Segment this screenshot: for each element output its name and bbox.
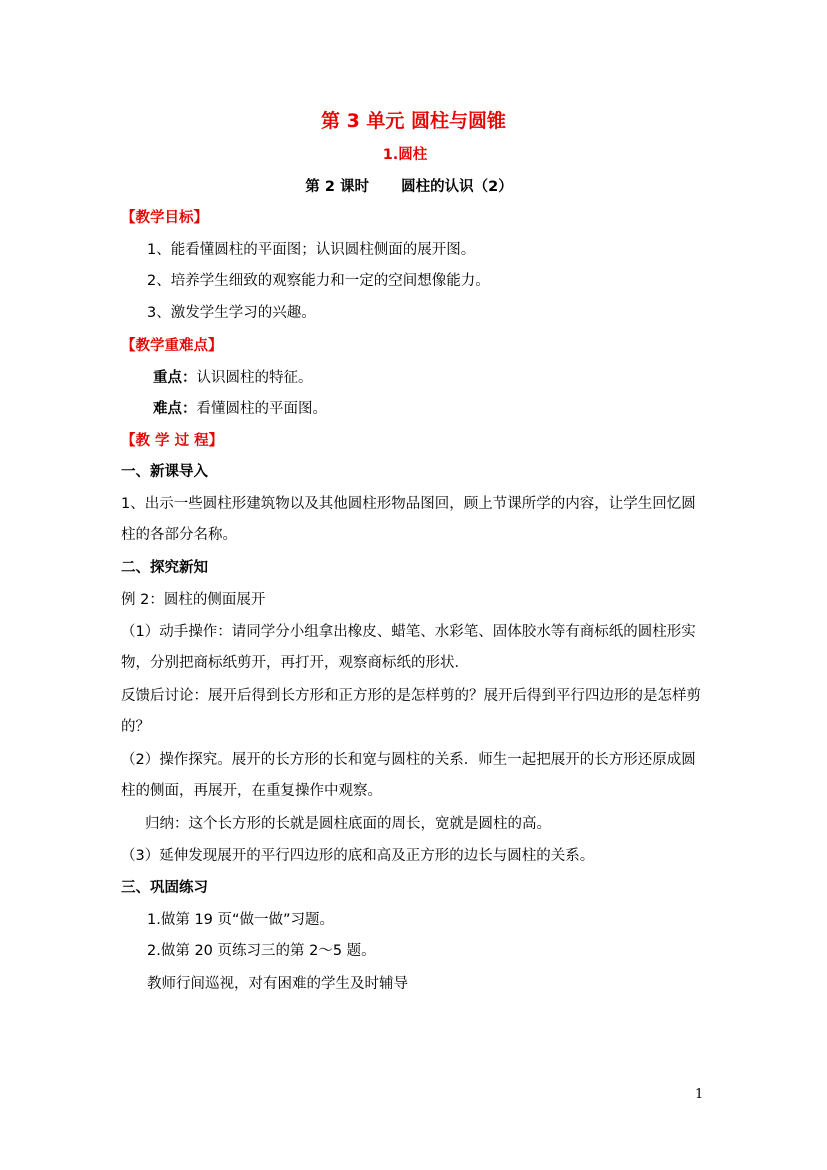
objective-item: 2、培养学生细致的观察能力和一定的空间想像能力。 — [147, 273, 490, 289]
lesson-number: 第 2 课时 — [305, 179, 369, 195]
difficulty-label: 难点： — [153, 401, 197, 417]
focus-label: 重点： — [153, 370, 197, 386]
closing-line: 教师行间巡视，对有困难的学生及时辅导 — [147, 976, 408, 992]
section-heading: 一、新课导入 — [121, 464, 208, 480]
paragraph-line: （1）动手操作：请同学分小组拿出橡皮、蜡笔、水彩笔、固体胶水等有商标纸的圆柱形实 — [121, 624, 696, 640]
paragraph-line: 柱的侧面，再展开，在重复操作中观察。 — [121, 783, 382, 799]
difficulty-line — [153, 399, 327, 419]
summary-line: 归纳：这个长方形的长就是圆柱底面的周长，宽就是圆柱的高。 — [145, 816, 551, 832]
exercise-item: 2.做第 20 页练习三的第 2～5 题。 — [147, 943, 376, 959]
paragraph-line: 柱的各部分名称。 — [121, 527, 237, 543]
paragraph-line: （3）延伸发现展开的平行四边形的底和高及正方形的边长与圆柱的关系。 — [121, 848, 595, 864]
section-heading: 二、探究新知 — [121, 560, 208, 576]
lesson-title — [0, 177, 818, 197]
page-number: 1 — [695, 1087, 704, 1102]
objective-item: 1、能看懂圆柱的平面图；认识圆柱侧面的展开图。 — [147, 242, 476, 258]
objective-item: 3、激发学生学习的兴趣。 — [147, 305, 316, 321]
focus-text: 认识圆柱的特征。 — [196, 370, 313, 386]
example-label: 例 2：圆柱的侧面展开 — [121, 592, 266, 608]
process-heading: 【教 学 过 程】 — [121, 433, 224, 449]
unit-title: 第 3 单元 圆柱与圆锥 — [320, 110, 507, 132]
paragraph-line: 反馈后讨论：展开后得到长方形和正方形的是怎样剪的？展开后得到平行四边形的是怎样剪 — [121, 688, 701, 704]
paragraph-line: 物，分别把商标纸剪开，再打开，观察商标纸的形状． — [121, 655, 469, 671]
paragraph-line: （2）操作探究。展开的长方形的长和宽与圆柱的关系．师生一起把展开的长方形还原成圆 — [121, 752, 696, 768]
section-title: 1.圆柱 — [382, 147, 428, 163]
focus-line — [153, 368, 313, 388]
exercise-item: 1.做第 19 页“做一做”习题。 — [147, 912, 335, 928]
paragraph-line: 的？ — [121, 719, 150, 735]
key-points-heading: 【教学重难点】 — [121, 338, 223, 354]
difficulty-text: 看懂圆柱的平面图。 — [196, 401, 327, 417]
paragraph-line: 1、出示一些圆柱形建筑物以及其他圆柱形物品图回，顾上节课所学的内容，让学生回忆圆 — [121, 496, 696, 512]
section-heading: 三、巩固练习 — [121, 880, 208, 896]
lesson-name: 圆柱的认识（2） — [401, 179, 513, 195]
objectives-heading: 【教学目标】 — [121, 210, 208, 226]
